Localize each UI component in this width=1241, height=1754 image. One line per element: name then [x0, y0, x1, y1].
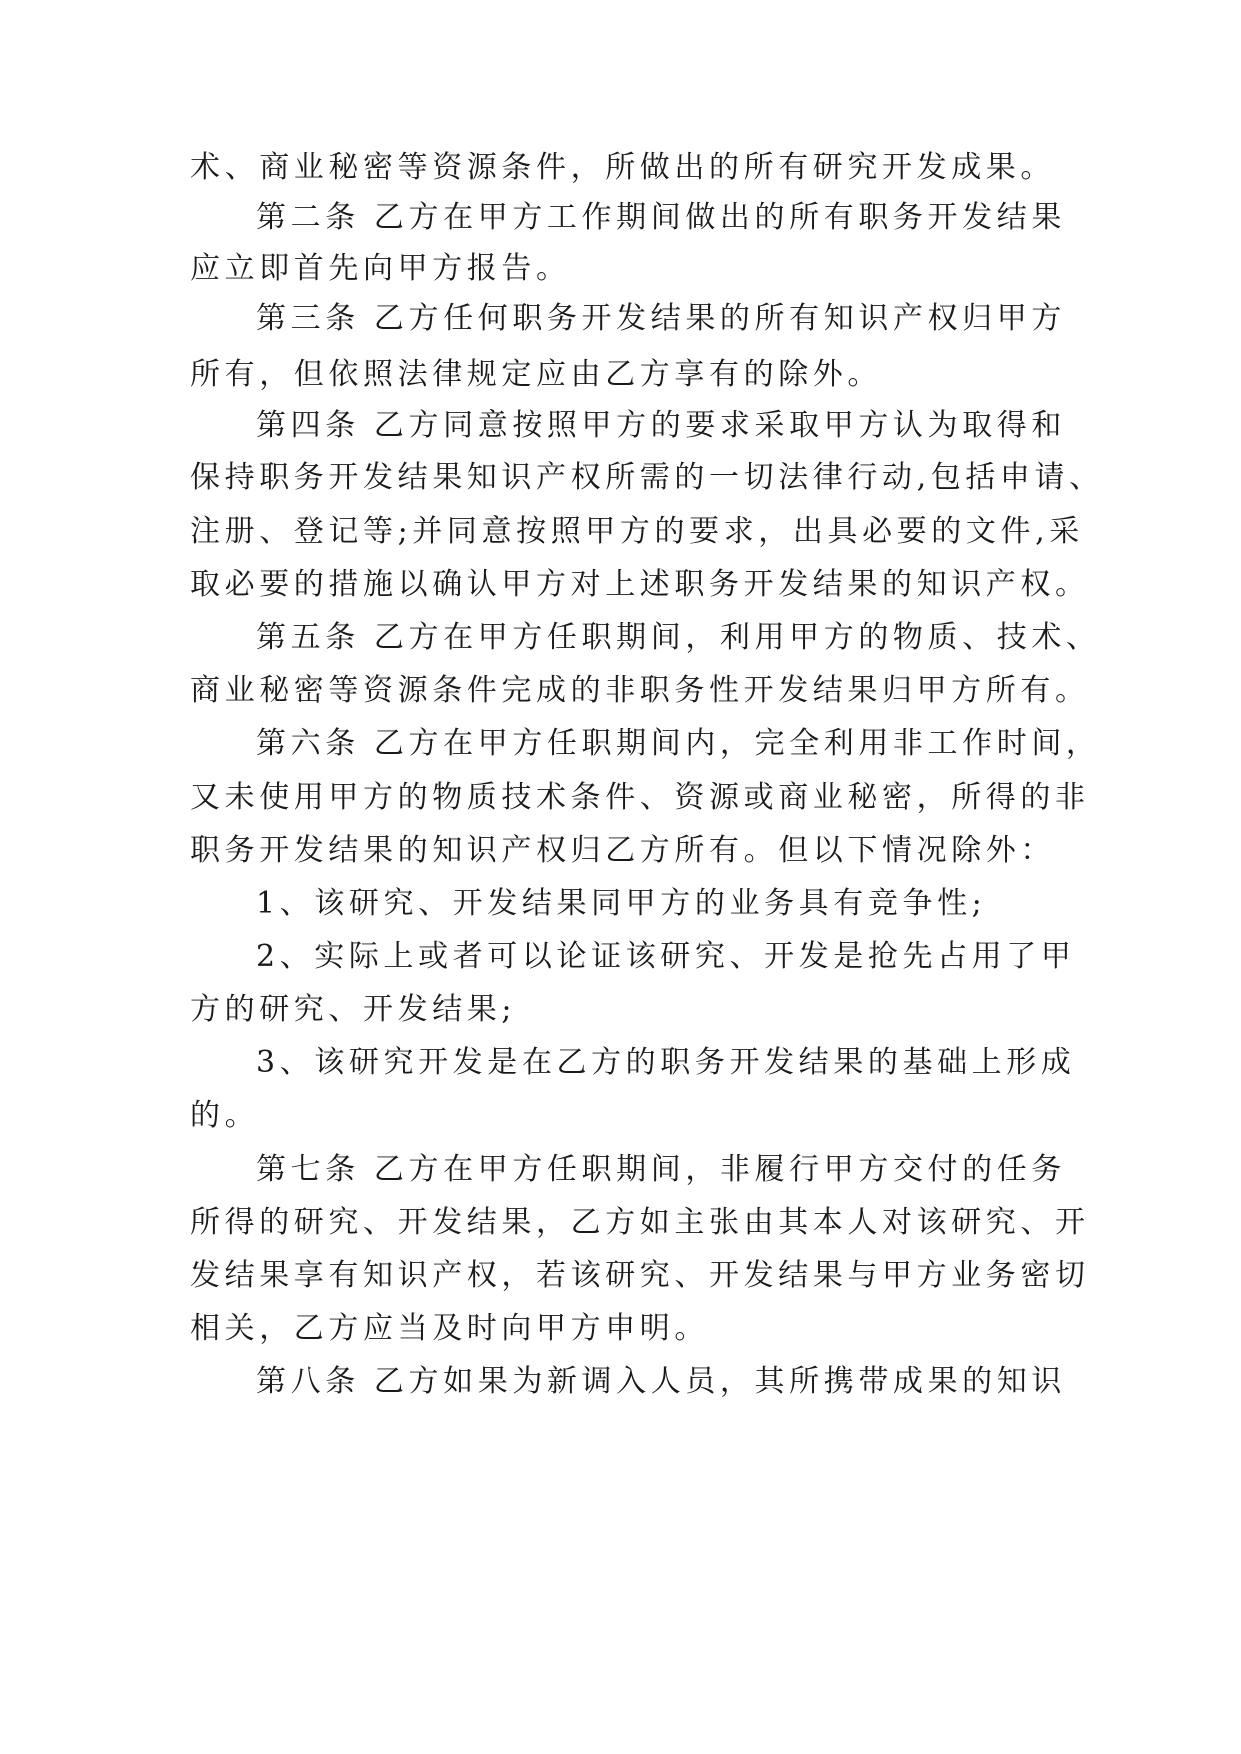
- text-line: 所有，但依照法律规定应由乙方享有的除外。: [190, 357, 882, 392]
- text-line: 第二条 乙方在甲方工作期间做出的所有职务开发结果: [256, 200, 1066, 235]
- text-line: 的。: [190, 1098, 260, 1133]
- text-line: 职务开发结果的知识产权归乙方所有。但以下情况除外：: [190, 833, 1055, 868]
- text-line: 保持职务开发结果知识产权所需的一切法律行动,包括申请、: [190, 460, 1104, 495]
- text-line: 注册、登记等;并同意按照甲方的要求，出具必要的文件,采: [190, 514, 1084, 549]
- text-line: 取必要的措施以确认甲方对上述职务开发结果的知识产权。: [190, 567, 1090, 602]
- text-line: 应立即首先向甲方报告。: [190, 251, 571, 286]
- text-line: 发结果享有知识产权，若该研究、开发结果与甲方业务密切: [190, 1258, 1090, 1293]
- text-line: 1、该研究、开发结果同甲方的业务具有竞争性;: [256, 886, 987, 921]
- text-line: 第七条 乙方在甲方任职期间，非履行甲方交付的任务: [256, 1152, 1066, 1187]
- text-line: 又未使用甲方的物质技术条件、资源或商业秘密，所得的非: [190, 780, 1090, 815]
- text-line: 方的研究、开发结果;: [190, 992, 517, 1027]
- text-line: 3、该研究开发是在乙方的职务开发结果的基础上形成: [256, 1045, 1076, 1080]
- text-line: 相关，乙方应当及时向甲方申明。: [190, 1311, 709, 1346]
- text-line: 术、商业秘密等资源条件，所做出的所有研究开发成果。: [190, 150, 1055, 185]
- text-line: 商业秘密等资源条件完成的非职务性开发结果归甲方所有。: [190, 673, 1090, 708]
- text-line: 第四条 乙方同意按照甲方的要求采取甲方认为取得和: [256, 408, 1066, 443]
- text-line: 第八条 乙方如果为新调入人员，其所携带成果的知识: [256, 1364, 1066, 1399]
- text-line: 第六条 乙方在甲方任职期间内，完全利用非工作时间，: [256, 726, 1101, 761]
- text-line: 所得的研究、开发结果，乙方如主张由其本人对该研究、开: [190, 1205, 1090, 1240]
- text-line: 2、实际上或者可以论证该研究、开发是抢先占用了甲: [256, 939, 1076, 974]
- text-line: 第三条 乙方任何职务开发结果的所有知识产权归甲方: [256, 301, 1066, 336]
- text-line: 第五条 乙方在甲方任职期间，利用甲方的物质、技术、: [256, 620, 1101, 655]
